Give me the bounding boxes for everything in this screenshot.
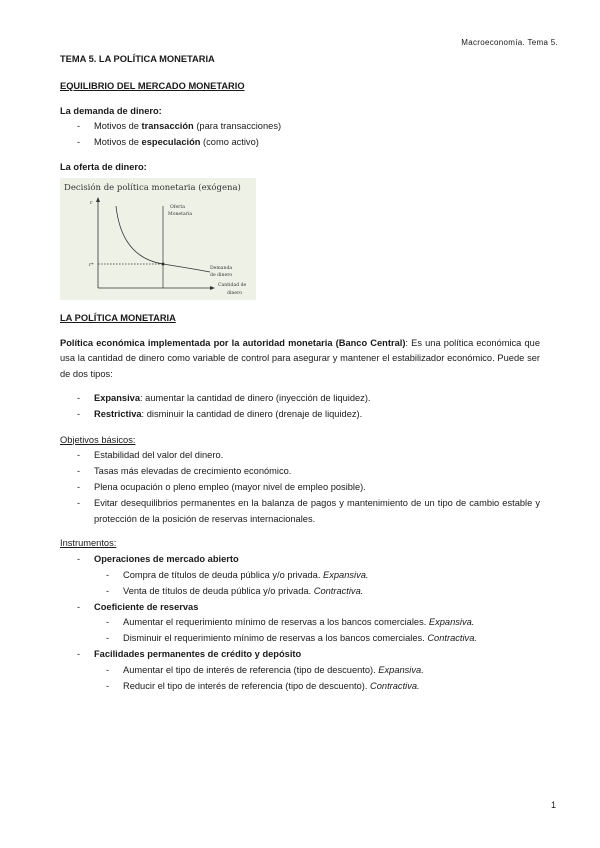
list-item: - Aumentar el tipo de interés de referencia (tipo de descuento). Expansiva. — [60, 663, 540, 679]
supply-label-2: Monetaria — [168, 211, 193, 217]
r-star-label: r* — [89, 262, 94, 268]
page-header: Macroeconomía. Tema 5. — [461, 38, 558, 47]
y-axis-label: r — [90, 199, 93, 206]
politica-types-list — [60, 391, 540, 423]
objetivos-list — [60, 448, 540, 527]
instrumentos-list — [60, 600, 540, 616]
list-item: - Plena ocupación o pleno empleo (mayor nivel de empleo posible). — [60, 480, 540, 496]
instrumentos-list — [60, 647, 540, 663]
demand-label-1: Demanda — [210, 265, 233, 271]
demanda-heading: La demanda de dinero: — [60, 105, 162, 116]
instrumentos-list — [60, 552, 540, 568]
page-number: 1 — [550, 800, 556, 810]
objetivos-heading: Objetivos básicos: — [60, 434, 136, 445]
instrument-items — [60, 615, 540, 647]
list-item: - Estabilidad del valor del dinero. — [60, 448, 540, 464]
diagram-svg — [60, 178, 256, 300]
document-title: TEMA 5. LA POLÍTICA MONETARIA — [60, 54, 215, 64]
money-market-diagram — [60, 178, 256, 300]
politica-definition: Política económica implementada por la autoridad monetaria (Banco Central): Es una política económica que usa la cantidad de dinero como variable de control para asegurar y mantener el estabilizador económico. Puede ser de dos tipos: — [60, 337, 540, 380]
demand-label-2: de dinero — [210, 272, 233, 278]
section-heading-equilibrio: EQUILIBRIO DEL MERCADO MONETARIO — [60, 80, 245, 91]
list-item: - Motivos de transacción (para transacciones) — [60, 119, 540, 135]
section-heading-politica: LA POLÍTICA MONETARIA — [60, 312, 176, 323]
x-axis-label-2: dinero — [227, 290, 243, 296]
list-item: - Restrictiva: disminuir la cantidad de dinero (drenaje de liquidez). — [60, 407, 540, 423]
document-body — [60, 52, 540, 694]
list-item: - Expansiva: aumentar la cantidad de dinero (inyección de liquidez). — [60, 391, 540, 407]
x-axis-label-1: Cantidad de — [218, 282, 247, 288]
y-axis-arrow — [96, 197, 100, 202]
list-item: - Venta de títulos de deuda pública y/o privada. Contractiva. — [60, 584, 540, 600]
supply-label-1: Oferta — [170, 204, 185, 210]
oferta-heading: La oferta de dinero: — [60, 161, 147, 172]
instrument-items — [60, 568, 540, 600]
instrument-group: - Facilidades permanentes de crédito y depósito — [60, 647, 540, 663]
list-item: - Motivos de especulación (como activo) — [60, 135, 540, 151]
equilibrium-point — [162, 262, 165, 265]
instrument-group: - Coeficiente de reservas — [60, 600, 540, 616]
list-item: - Reducir el tipo de interés de referencia (tipo de descuento). Contractiva. — [60, 679, 540, 695]
instrument-items — [60, 663, 540, 695]
x-axis-arrow — [210, 286, 215, 290]
diagram-title: Decisión de política monetaria (exógena) — [64, 182, 241, 193]
list-item: - Disminuir el requerimiento mínimo de reservas a los bancos comerciales. Contractiva. — [60, 631, 540, 647]
list-item: - Aumentar el requerimiento mínimo de reservas a los bancos comerciales. Expansiva. — [60, 615, 540, 631]
demanda-list — [60, 119, 540, 151]
list-item: - Tasas más elevadas de crecimiento económico. — [60, 464, 540, 480]
list-item: - Evitar desequilibrios permanentes en la balanza de pagos y mantenimiento de un tipo de cambio estable y protección de la posición de reservas internacionales. — [60, 496, 540, 528]
instrument-group: - Operaciones de mercado abierto — [60, 552, 540, 568]
list-item: - Compra de títulos de deuda pública y/o privada. Expansiva. — [60, 568, 540, 584]
instrumentos-heading: Instrumentos: — [60, 538, 117, 549]
